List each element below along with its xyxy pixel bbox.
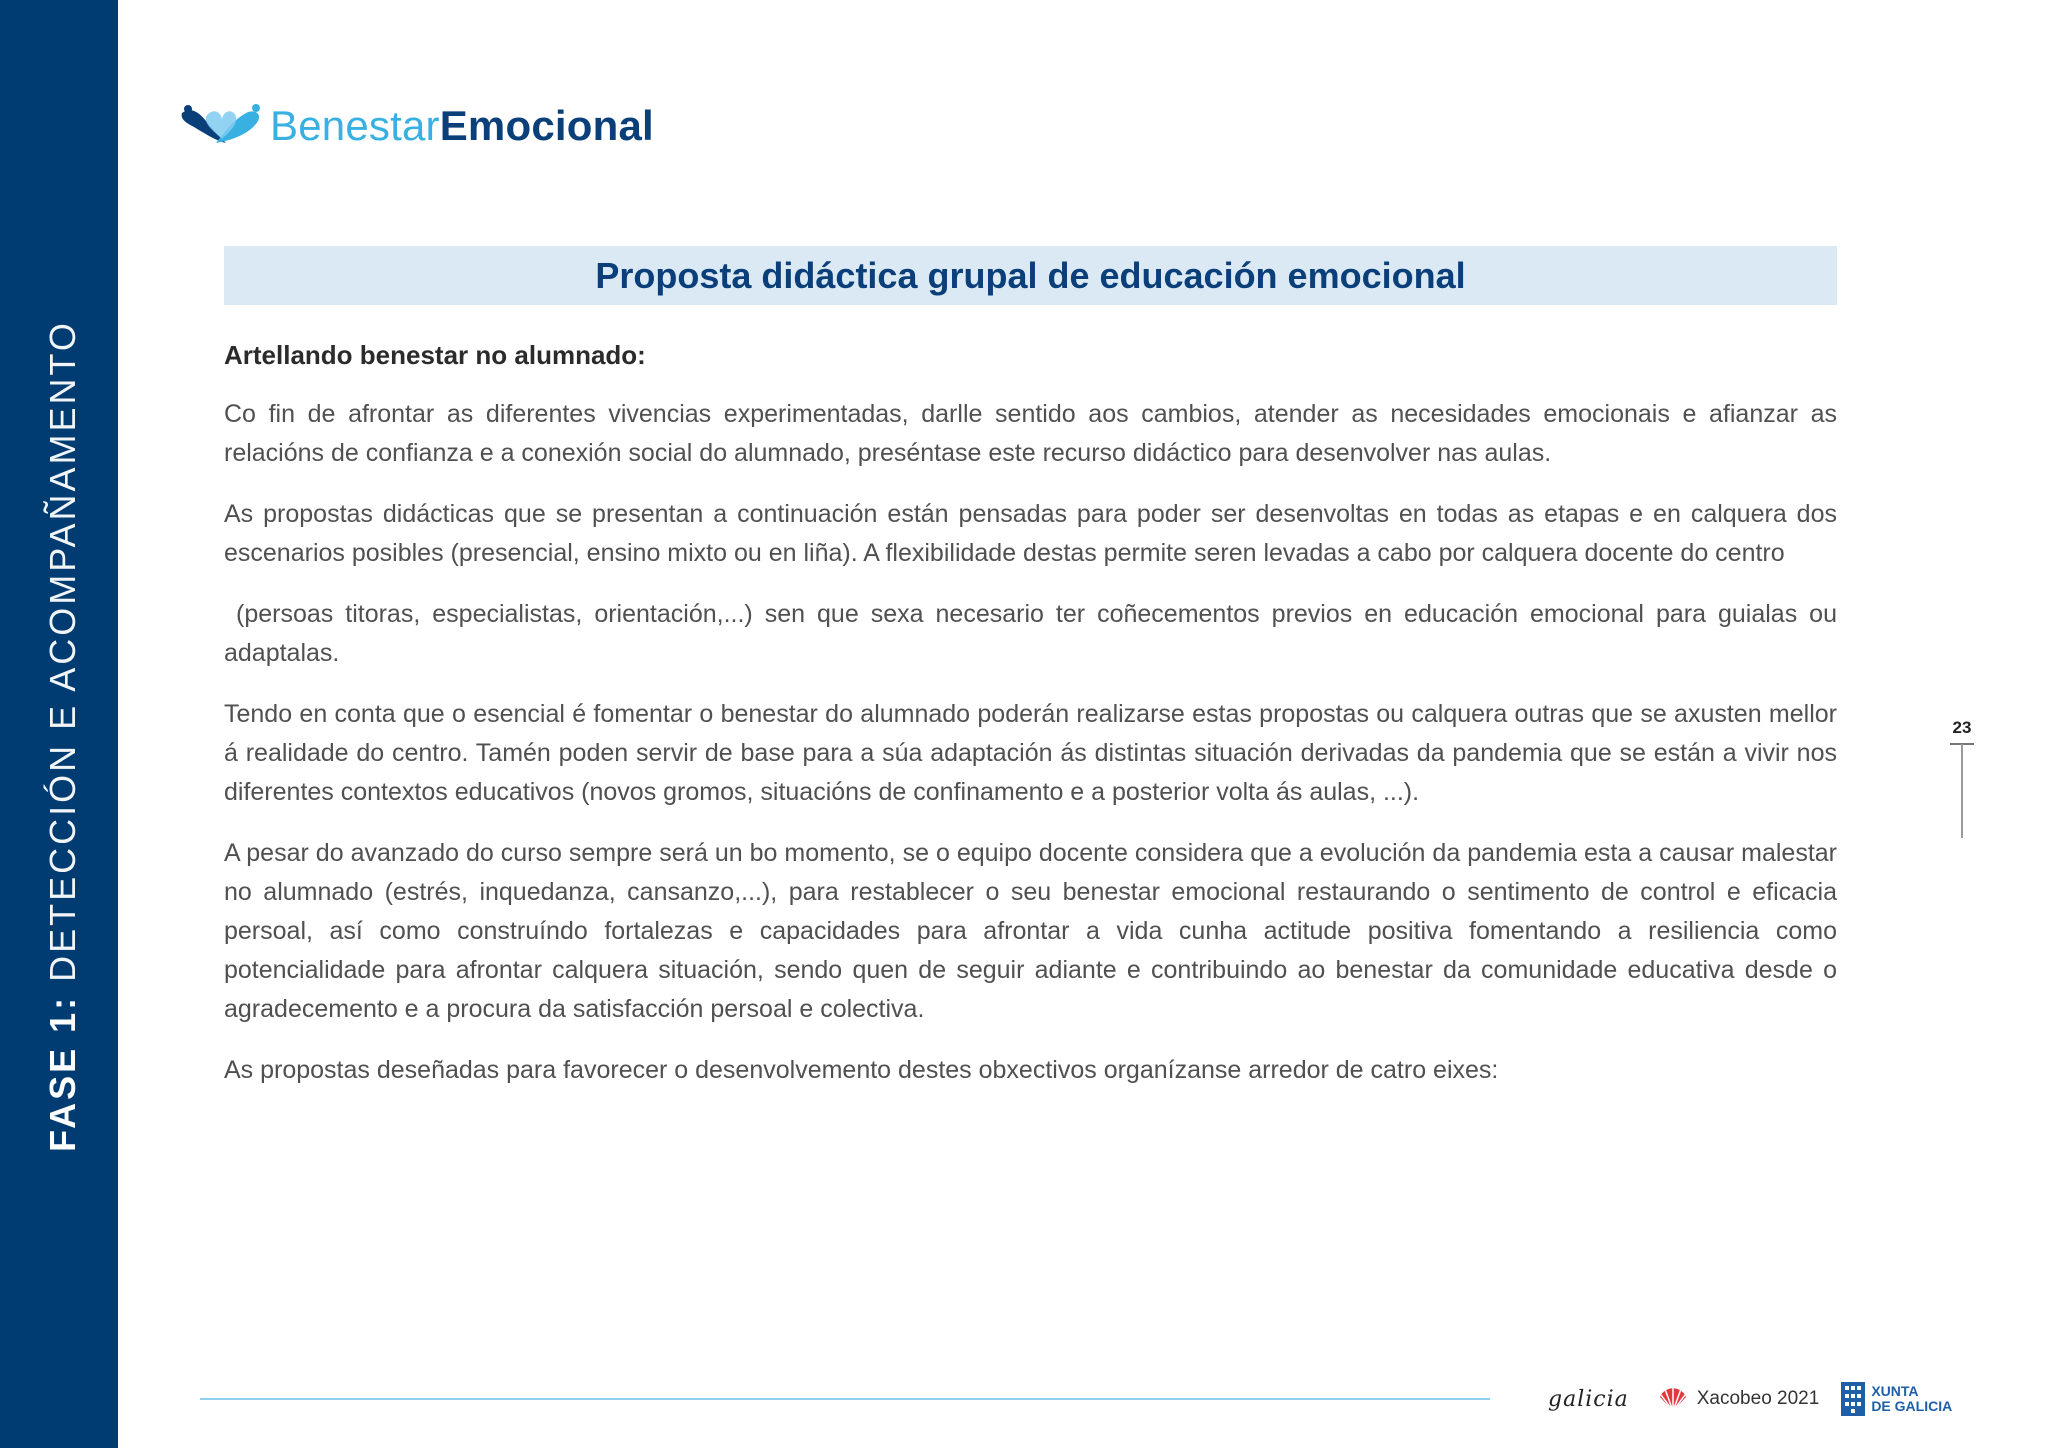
- logo-text: [270, 102, 654, 150]
- footer-logos: [1548, 1378, 1952, 1420]
- xunta-line-2: DE GALICIA: [1871, 1398, 1953, 1414]
- sidebar-phase-title: [42, 320, 84, 1152]
- paragraph-4: Tendo en conta que o esencial é fomentar o benestar do alumnado poderán realizarse estas propostas ou calquera outras que se axusten mellor á realidade do centro. Tamén poden servir de base para a súa adaptación ás distintas situación derivadas da pandemia que se están a vivir nos diferentes contextos educativos (novos gromos, situacións de confinamento e a posterior volta ás aulas, ...).: [224, 700, 1837, 806]
- section-subtitle: Artellando benestar no alumnado:: [224, 340, 646, 370]
- paragraph-2: As propostas didácticas que se presentan a continuación están pensadas para poder ser desenvoltas en todas as etapas e en calquera dos escenarios posibles (presencial, ensino mixto ou en liña). A flexibilidade destas permite seren levadas a cabo por calquera docente do centro: [224, 500, 1837, 567]
- scallop-shell-icon: [1657, 1383, 1689, 1415]
- paragraph-1: Co fin de afrontar as diferentes vivencias experimentadas, darlle sentido aos cambios, atender as necesidades emocionais e afianzar as relacións de confianza e a conexión social do alumnado, preséntase este recurso didáctico para desenvolver nas aulas.: [224, 400, 1837, 467]
- paragraph-6: As propostas deseñadas para favorecer o desenvolvemento destes obxectivos organízanse arredor de catro eixes:: [224, 1056, 1499, 1084]
- page-title: Proposta didáctica grupal de educación emocional: [595, 254, 1466, 296]
- phase-title: DETECCIÓN E ACOMPAÑAMENTO: [42, 320, 83, 982]
- xunta-logo: [1841, 1382, 1952, 1416]
- sidebar: [0, 0, 118, 1448]
- paragraph-3: (persoas titoras, especialistas, orientación,...) sen que sexa necesario ter coñecementos previos en educación emocional para guialas ou adaptalas.: [224, 600, 1844, 667]
- logo-text-light: Benestar: [270, 102, 440, 149]
- galicia-logo: galicia: [1548, 1386, 1629, 1412]
- page-number: 23: [1952, 718, 1972, 737]
- title-band: [224, 246, 1837, 305]
- logo-text-bold: Emocional: [439, 102, 654, 149]
- xacobeo-text: Xacobeo 2021: [1696, 1388, 1820, 1409]
- phase-label: FASE 1:: [42, 994, 83, 1152]
- benestar-emocional-logo: [176, 96, 654, 156]
- paragraph-5: A pesar do avanzado do curso sempre será un bo momento, se o equipo docente considera que a evolución da pandemia esta a causar malestar no alumnado (estrés, inquedanza, cansanzo,...), para restablecer o seu benestar emocional restaurando o sentimento de control e eficacia persoal, así como construíndo fortalezas e capacidades para afrontar a vida cunha actitude positiva fomentando a resiliencia como potencialidade para afrontar calquera situación, sendo quen de seguir adiante e contribuindo ao benestar da comunidade educativa desde o agradecemento e a procura da satisfacción persoal e colectiva.: [224, 839, 1837, 1023]
- footer-divider: [200, 1398, 1490, 1400]
- main-content: [224, 340, 1844, 1112]
- page-marker-line: [1961, 744, 1963, 838]
- xunta-text: [1871, 1384, 1952, 1414]
- hearts-logo-icon: [176, 103, 264, 149]
- xacobeo-logo: [1657, 1383, 1820, 1415]
- xunta-line-1: XUNTA: [1871, 1383, 1919, 1399]
- xunta-shield-icon: [1841, 1382, 1865, 1416]
